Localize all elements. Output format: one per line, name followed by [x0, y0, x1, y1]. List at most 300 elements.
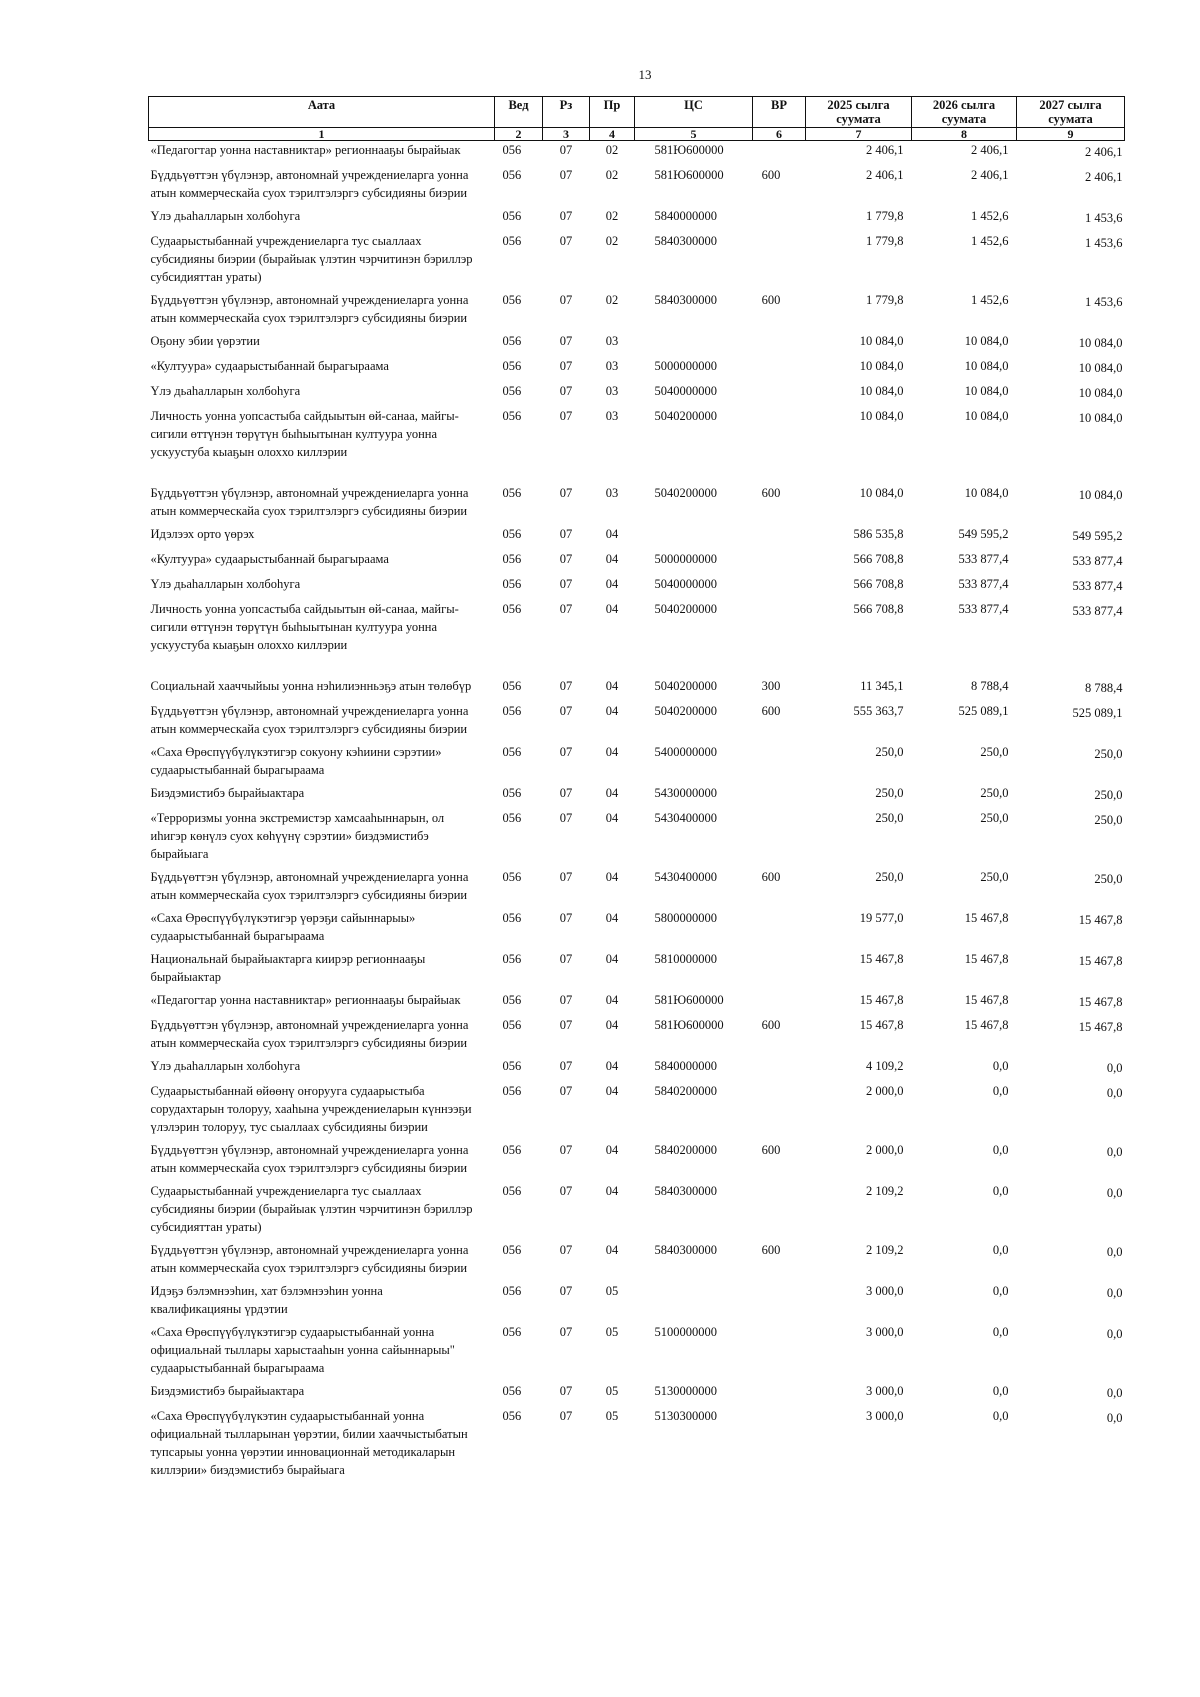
row-pr: 04 [605, 704, 619, 718]
row-cs: 5840300000 [654, 1184, 717, 1198]
row-2026: 10 084,0 [964, 334, 1009, 348]
row-pr: 04 [605, 1059, 619, 1073]
row-rz: 07 [559, 786, 573, 800]
row-rz: 07 [559, 1059, 573, 1073]
table-row [149, 950, 1125, 991]
column-number: 5 [635, 128, 753, 141]
row-2027: 549 595,2 [1072, 529, 1123, 543]
row-vr [753, 550, 806, 575]
row-2027: 0,0 [1106, 1086, 1123, 1100]
table-row [149, 407, 1125, 484]
row-vr [753, 207, 806, 232]
row-pr: 04 [605, 993, 619, 1007]
row-2025: 19 577,0 [859, 911, 904, 925]
row-ved: 056 [502, 1084, 522, 1098]
row-2026: 10 084,0 [964, 486, 1009, 500]
row-2026: 0,0 [992, 1284, 1009, 1298]
row-name: «Култуура» судаарыстыбаннай бырагыраама [150, 359, 389, 373]
row-name: Бүддьүөттэн үбүлэнэр, автономнай учреждениеларга уонна атын коммерческайа суох тэрилтэлэргэ субсидияны биэрии [150, 168, 469, 200]
row-name: Бүддьүөттэн үбүлэнэр, автономнай учреждениеларга уонна атын коммерческайа суох тэрилтэлэргэ субсидияны биэрии [150, 293, 469, 325]
row-2026: 0,0 [992, 1409, 1009, 1423]
table-row [149, 677, 1125, 702]
row-2027: 2 406,1 [1085, 145, 1123, 159]
row-vr [753, 1323, 806, 1382]
row-cs: 5000000000 [654, 359, 717, 373]
row-2025: 2 109,2 [866, 1184, 904, 1198]
row-rz: 07 [559, 359, 573, 373]
row-vr [753, 232, 806, 291]
row-cs: 581Ю600000 [654, 143, 724, 157]
row-pr: 04 [605, 552, 619, 566]
row-2027: 250,0 [1094, 813, 1123, 827]
row-rz: 07 [559, 1284, 573, 1298]
row-2026: 1 452,6 [971, 209, 1009, 223]
row-cs: 5430000000 [654, 786, 717, 800]
row-2027: 533 877,4 [1072, 554, 1123, 568]
row-name: «Педагогтар уонна наставниктар» регионнааҕы бырайыак [150, 143, 461, 157]
column-number: 1 [149, 128, 495, 141]
row-ved: 056 [502, 1243, 522, 1257]
row-ved: 056 [502, 234, 522, 248]
row-2025: 2 000,0 [866, 1143, 904, 1157]
row-2025: 2 406,1 [866, 168, 904, 182]
table-row [149, 702, 1125, 743]
row-2027: 0,0 [1106, 1186, 1123, 1200]
row-cs: 5800000000 [654, 911, 717, 925]
row-pr: 04 [605, 870, 619, 884]
row-vr [753, 909, 806, 950]
row-pr: 04 [605, 1243, 619, 1257]
row-cs: 5840200000 [654, 1143, 717, 1157]
row-2026: 10 084,0 [964, 384, 1009, 398]
row-2025: 3 000,0 [866, 1384, 904, 1398]
table-row [149, 1016, 1125, 1057]
table-row [149, 357, 1125, 382]
row-ved: 056 [502, 1143, 522, 1157]
header-2026: 2026 сылга суумата [912, 97, 1017, 128]
row-2026: 2 406,1 [971, 143, 1009, 157]
row-2025: 10 084,0 [859, 334, 904, 348]
table-row [149, 909, 1125, 950]
row-cs: 5040200000 [654, 409, 717, 423]
row-2025: 2 109,2 [866, 1243, 904, 1257]
table-row [149, 141, 1125, 167]
table-row [149, 1407, 1125, 1484]
row-cs: 5000000000 [654, 552, 717, 566]
row-2027: 250,0 [1094, 872, 1123, 886]
row-pr: 05 [605, 1325, 619, 1339]
row-2027: 10 084,0 [1078, 336, 1123, 350]
page-number: 13 [638, 67, 652, 82]
row-2027: 0,0 [1106, 1411, 1123, 1425]
row-rz: 07 [559, 552, 573, 566]
column-number: 6 [753, 128, 806, 141]
row-pr: 05 [605, 1284, 619, 1298]
row-2026: 0,0 [992, 1184, 1009, 1198]
row-rz: 07 [559, 1084, 573, 1098]
row-2027: 1 453,6 [1085, 211, 1123, 225]
row-ved: 056 [502, 602, 522, 616]
row-2026: 533 877,4 [958, 552, 1009, 566]
row-vr [753, 332, 806, 357]
row-name: Үлэ дьаһалларын холбоһуга [150, 384, 301, 398]
row-pr: 04 [605, 602, 619, 616]
row-ved: 056 [502, 786, 522, 800]
row-2025: 10 084,0 [859, 359, 904, 373]
row-pr: 04 [605, 1084, 619, 1098]
row-vr: 600 [761, 1143, 781, 1157]
row-cs: 5430400000 [654, 811, 717, 825]
table-row [149, 232, 1125, 291]
row-name: Судаарыстыбаннай учреждениеларга тус сыаллаах субсидияны биэрии (бырайыак үлэтин чэрчитинэн бэриллэр субсидияттан ураты) [150, 234, 473, 284]
row-cs: 581Ю600000 [654, 993, 724, 1007]
header-rz: Рз [543, 97, 590, 128]
row-2026: 0,0 [992, 1059, 1009, 1073]
row-vr [753, 141, 806, 167]
row-vr [753, 1182, 806, 1241]
row-ved: 056 [502, 993, 522, 1007]
row-ved: 056 [502, 384, 522, 398]
row-2026: 1 452,6 [971, 293, 1009, 307]
table-row [149, 575, 1125, 600]
row-cs: 5040200000 [654, 602, 717, 616]
row-name: Бүддьүөттэн үбүлэнэр, автономнай учреждениеларга уонна атын коммерческайа суох тэрилтэлэргэ субсидияны биэрии [150, 486, 469, 518]
row-2026: 15 467,8 [964, 1018, 1009, 1032]
row-2027: 1 453,6 [1085, 236, 1123, 250]
row-rz: 07 [559, 1018, 573, 1032]
row-2027: 0,0 [1106, 1386, 1123, 1400]
row-name: Бүддьүөттэн үбүлэнэр, автономнай учреждениеларга уонна атын коммерческайа суох тэрилтэлэргэ субсидияны биэрии [150, 1243, 469, 1275]
row-2026: 250,0 [980, 870, 1009, 884]
table-row [149, 991, 1125, 1016]
row-2025: 1 779,8 [866, 234, 904, 248]
row-name: Үлэ дьаһалларын холбоһуга [150, 1059, 301, 1073]
table-row [149, 743, 1125, 784]
row-rz: 07 [559, 1325, 573, 1339]
row-pr: 05 [605, 1384, 619, 1398]
row-cs: 5810000000 [654, 952, 717, 966]
row-2025: 4 109,2 [866, 1059, 904, 1073]
row-ved: 056 [502, 911, 522, 925]
row-ved: 056 [502, 209, 522, 223]
row-rz: 07 [559, 334, 573, 348]
header-pr: Пр [590, 97, 635, 128]
row-2026: 0,0 [992, 1325, 1009, 1339]
row-vr [753, 357, 806, 382]
row-2025: 10 084,0 [859, 384, 904, 398]
row-cs: 5840300000 [654, 293, 717, 307]
row-2027: 250,0 [1094, 788, 1123, 802]
row-cs: 5130000000 [654, 1384, 717, 1398]
table-row [149, 1082, 1125, 1141]
row-cs [635, 525, 753, 550]
table-row [149, 550, 1125, 575]
row-name: Бүддьүөттэн үбүлэнэр, автономнай учреждениеларга уонна атын коммерческайа суох тэрилтэлэргэ субсидияны биэрии [150, 870, 469, 902]
row-cs: 5840300000 [654, 234, 717, 248]
row-pr: 03 [605, 409, 619, 423]
row-rz: 07 [559, 870, 573, 884]
row-name: Бүддьүөттэн үбүлэнэр, автономнай учреждениеларга уонна атын коммерческайа суох тэрилтэлэргэ субсидияны биэрии [150, 1143, 469, 1175]
row-rz: 07 [559, 993, 573, 1007]
row-vr: 600 [761, 870, 781, 884]
row-2027: 0,0 [1106, 1327, 1123, 1341]
row-2025: 10 084,0 [859, 409, 904, 423]
row-pr: 04 [605, 786, 619, 800]
row-2027: 0,0 [1106, 1145, 1123, 1159]
row-rz: 07 [559, 1409, 573, 1423]
row-2025: 250,0 [875, 811, 904, 825]
row-rz: 07 [559, 234, 573, 248]
row-name: Личность уонна уопсастыба сайдыытын өй-санаа, майгы-сигили өттүнэн төрүтүн быһыытынан култуура уонна ускуустуба кыаҕын олоххо киллэрии [150, 602, 459, 652]
row-2025: 555 363,7 [853, 704, 904, 718]
row-cs: 5040000000 [654, 577, 717, 591]
row-2026: 2 406,1 [971, 168, 1009, 182]
row-ved: 056 [502, 704, 522, 718]
row-2025: 3 000,0 [866, 1284, 904, 1298]
row-2026: 0,0 [992, 1243, 1009, 1257]
row-cs: 581Ю600000 [654, 168, 724, 182]
row-cs: 5840000000 [654, 1059, 717, 1073]
row-pr: 03 [605, 334, 619, 348]
row-2026: 15 467,8 [964, 952, 1009, 966]
row-pr: 03 [605, 384, 619, 398]
table-row [149, 207, 1125, 232]
row-2026: 8 788,4 [971, 679, 1009, 693]
row-cs: 5840200000 [654, 1084, 717, 1098]
row-pr: 02 [605, 293, 619, 307]
table-row [149, 1241, 1125, 1282]
row-ved: 056 [502, 409, 522, 423]
header-cs: ЦС [635, 97, 753, 128]
row-ved: 056 [502, 293, 522, 307]
row-2025: 15 467,8 [859, 1018, 904, 1032]
row-pr: 04 [605, 952, 619, 966]
budget-table [148, 96, 1125, 1484]
row-2027: 0,0 [1106, 1245, 1123, 1259]
table-row [149, 291, 1125, 332]
row-2027: 15 467,8 [1078, 1020, 1123, 1034]
row-2027: 0,0 [1106, 1061, 1123, 1075]
row-ved: 056 [502, 1184, 522, 1198]
row-pr: 02 [605, 234, 619, 248]
row-rz: 07 [559, 1184, 573, 1198]
row-cs: 5430400000 [654, 870, 717, 884]
row-2027: 533 877,4 [1072, 604, 1123, 618]
row-rz: 07 [559, 209, 573, 223]
header-vr: ВР [753, 97, 806, 128]
row-name: Үлэ дьаһалларын холбоһуга [150, 577, 301, 591]
row-ved: 056 [502, 1284, 522, 1298]
row-pr: 04 [605, 745, 619, 759]
row-vr [753, 1382, 806, 1407]
row-2026: 10 084,0 [964, 359, 1009, 373]
row-2026: 15 467,8 [964, 993, 1009, 1007]
row-rz: 07 [559, 409, 573, 423]
row-pr: 02 [605, 143, 619, 157]
row-name: Национальнай бырайыактарга киирэр регионнааҕы бырайыактар [150, 952, 426, 984]
column-number: 7 [806, 128, 912, 141]
row-2025: 1 779,8 [866, 209, 904, 223]
row-vr: 600 [761, 168, 781, 182]
row-ved: 056 [502, 1409, 522, 1423]
row-rz: 07 [559, 811, 573, 825]
table-row [149, 809, 1125, 868]
row-cs: 5040200000 [654, 679, 717, 693]
row-2026: 533 877,4 [958, 577, 1009, 591]
table-row [149, 166, 1125, 207]
row-rz: 07 [559, 679, 573, 693]
row-cs: 5130300000 [654, 1409, 717, 1423]
row-vr [753, 1082, 806, 1141]
row-2026: 250,0 [980, 811, 1009, 825]
row-2025: 15 467,8 [859, 952, 904, 966]
row-2027: 2 406,1 [1085, 170, 1123, 184]
row-rz: 07 [559, 745, 573, 759]
row-2027: 525 089,1 [1072, 706, 1123, 720]
row-vr [753, 600, 806, 677]
row-pr: 05 [605, 1409, 619, 1423]
row-ved: 056 [502, 745, 522, 759]
row-2027: 250,0 [1094, 747, 1123, 761]
row-2025: 566 708,8 [853, 577, 904, 591]
row-rz: 07 [559, 704, 573, 718]
row-vr [753, 991, 806, 1016]
row-2025: 3 000,0 [866, 1325, 904, 1339]
row-2026: 250,0 [980, 745, 1009, 759]
row-2025: 3 000,0 [866, 1409, 904, 1423]
row-2025: 15 467,8 [859, 993, 904, 1007]
row-pr: 02 [605, 209, 619, 223]
column-number: 2 [495, 128, 543, 141]
row-rz: 07 [559, 1243, 573, 1257]
row-vr [753, 382, 806, 407]
table-row [149, 484, 1125, 525]
row-vr [753, 1407, 806, 1484]
row-name: Биэдэмистибэ бырайыактара [150, 786, 305, 800]
row-2025: 566 708,8 [853, 552, 904, 566]
header-2027: 2027 сылга суумата [1017, 97, 1125, 128]
row-cs: 5840300000 [654, 1243, 717, 1257]
row-vr: 600 [761, 486, 781, 500]
row-ved: 056 [502, 552, 522, 566]
row-pr: 04 [605, 577, 619, 591]
row-ved: 056 [502, 952, 522, 966]
row-name: Бүддьүөттэн үбүлэнэр, автономнай учреждениеларга уонна атын коммерческайа суох тэрилтэлэргэ субсидияны биэрии [150, 704, 469, 736]
row-vr [753, 950, 806, 991]
row-name: Биэдэмистибэ бырайыактара [150, 1384, 305, 1398]
row-ved: 056 [502, 1325, 522, 1339]
table-row [149, 868, 1125, 909]
row-rz: 07 [559, 384, 573, 398]
row-cs: 5100000000 [654, 1325, 717, 1339]
row-rz: 07 [559, 1384, 573, 1398]
row-cs: 5400000000 [654, 745, 717, 759]
row-pr: 04 [605, 1018, 619, 1032]
row-name: «Култуура» судаарыстыбаннай бырагыраама [150, 552, 389, 566]
header-ved: Вед [495, 97, 543, 128]
column-number: 4 [590, 128, 635, 141]
row-2027: 15 467,8 [1078, 954, 1123, 968]
row-2026: 0,0 [992, 1384, 1009, 1398]
row-ved: 056 [502, 143, 522, 157]
row-vr: 300 [761, 679, 781, 693]
row-rz: 07 [559, 1143, 573, 1157]
row-rz: 07 [559, 143, 573, 157]
row-2025: 10 084,0 [859, 486, 904, 500]
row-pr: 02 [605, 168, 619, 182]
row-name: «Саха Өрөспүүбүлүкэтигэр үөрэҕи сайыннарыы» судаарыстыбаннай бырагыраама [150, 911, 416, 943]
column-number: 9 [1017, 128, 1125, 141]
row-vr: 600 [761, 704, 781, 718]
row-2027: 0,0 [1106, 1286, 1123, 1300]
table-row [149, 1141, 1125, 1182]
row-vr [753, 1057, 806, 1082]
row-2026: 533 877,4 [958, 602, 1009, 616]
table-row [149, 1182, 1125, 1241]
row-name: Идэлээх орто үөрэх [150, 527, 255, 541]
row-2025: 250,0 [875, 870, 904, 884]
row-ved: 056 [502, 527, 522, 541]
row-2025: 586 535,8 [853, 527, 904, 541]
row-ved: 056 [502, 334, 522, 348]
row-2027: 10 084,0 [1078, 411, 1123, 425]
row-2027: 15 467,8 [1078, 913, 1123, 927]
table-row [149, 382, 1125, 407]
row-2026: 0,0 [992, 1084, 1009, 1098]
row-rz: 07 [559, 911, 573, 925]
row-2027: 10 084,0 [1078, 386, 1123, 400]
row-ved: 056 [502, 1059, 522, 1073]
column-number: 3 [543, 128, 590, 141]
table-row [149, 525, 1125, 550]
row-cs [635, 332, 753, 357]
row-rz: 07 [559, 293, 573, 307]
row-name: Социальнай хааччыйыы уонна нэһилиэнньэҕэ атын төлөбүр [150, 679, 472, 693]
row-pr: 04 [605, 911, 619, 925]
header-2025: 2025 сылга суумата [806, 97, 912, 128]
row-name: Судаарыстыбаннай учреждениеларга тус сыаллаах субсидияны биэрии (бырайыак үлэтин чэрчитинэн бэриллэр субсидияттан ураты) [150, 1184, 473, 1234]
row-name: «Саха Өрөспүүбүлүкэтигэр сокуону кэһиини сэрэтии» судаарыстыбаннай бырагыраама [150, 745, 442, 777]
row-cs: 5840000000 [654, 209, 717, 223]
row-vr [753, 743, 806, 784]
row-vr [753, 809, 806, 868]
table-header [149, 97, 1125, 141]
table-row [149, 600, 1125, 677]
row-vr [753, 407, 806, 484]
row-rz: 07 [559, 577, 573, 591]
row-2027: 1 453,6 [1085, 295, 1123, 309]
row-name: «Саха Өрөспүүбүлүкэтигэр судаарыстыбаннай уонна официальнай тыллары харыстааһын уонна сайыннарыы" судаарыстыбаннай бырагыраама [150, 1325, 455, 1375]
row-ved: 056 [502, 1384, 522, 1398]
row-rz: 07 [559, 168, 573, 182]
header-name: Аата [149, 97, 495, 128]
row-2025: 250,0 [875, 786, 904, 800]
row-2026: 15 467,8 [964, 911, 1009, 925]
row-vr [753, 575, 806, 600]
row-2027: 15 467,8 [1078, 995, 1123, 1009]
row-2027: 10 084,0 [1078, 488, 1123, 502]
row-rz: 07 [559, 527, 573, 541]
row-2025: 2 000,0 [866, 1084, 904, 1098]
row-name: «Терроризмы уонна экстремистэр хамсааһыннарын, ол иһигэр көнүлэ суох көһүүнү сэрэтии» биэдэмистибэ бырайыага [150, 811, 445, 861]
row-pr: 04 [605, 527, 619, 541]
row-vr [753, 784, 806, 809]
row-cs: 5040000000 [654, 384, 717, 398]
row-2027: 533 877,4 [1072, 579, 1123, 593]
row-2026: 0,0 [992, 1143, 1009, 1157]
row-cs [635, 1282, 753, 1323]
row-ved: 056 [502, 577, 522, 591]
